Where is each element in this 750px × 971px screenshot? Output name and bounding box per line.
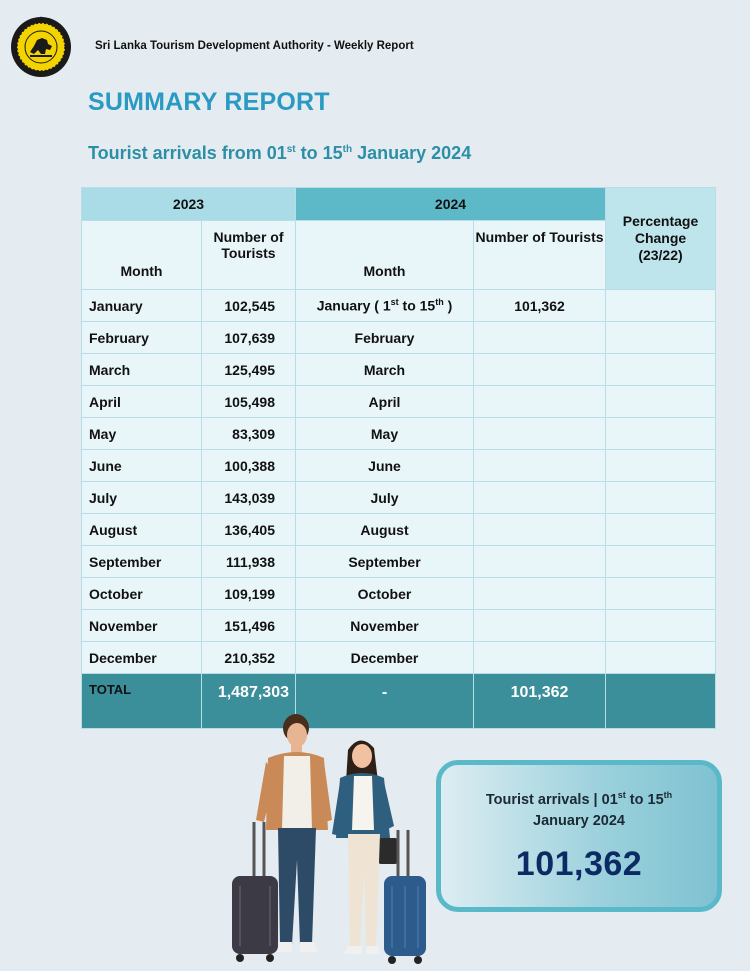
- month-header-2024: Month: [296, 221, 474, 290]
- pct-cell: [606, 610, 716, 642]
- card-title-line-1: [441, 790, 717, 808]
- organization-name: Sri Lanka Tourism Development Authority - Weekly Report: [95, 40, 414, 52]
- pct-cell: [606, 546, 716, 578]
- month-cell: March: [82, 354, 202, 386]
- month-cell: December: [82, 642, 202, 674]
- tourists-2023-cell: 100,388: [202, 450, 296, 482]
- month-cell: July: [82, 482, 202, 514]
- page-title: SUMMARY REPORT: [88, 88, 330, 116]
- card-sup-st: st: [617, 790, 626, 800]
- sltda-emblem-icon: [10, 16, 72, 78]
- card-sup-th: th: [663, 790, 673, 800]
- pct-cell: [606, 418, 716, 450]
- pct-cell: [606, 354, 716, 386]
- pct-cell: [606, 642, 716, 674]
- jan-range-sup-st: st: [390, 297, 399, 308]
- jan-range-sup-th: th: [435, 297, 444, 308]
- card-total-value: 101,362: [515, 845, 643, 883]
- month-cell: April: [82, 386, 202, 418]
- tourists-2024-cell: [474, 322, 606, 354]
- month-2024-name: January: [316, 297, 371, 314]
- pct-cell: [606, 450, 716, 482]
- table-row: [82, 546, 716, 578]
- table-row: [82, 610, 716, 642]
- tourists-2023-cell: 107,639: [202, 322, 296, 354]
- table-row: [82, 290, 716, 322]
- suitcase-left: [232, 822, 278, 962]
- page-subtitle: [88, 143, 471, 164]
- table-row: [82, 354, 716, 386]
- pct-header-line: Change: [634, 230, 687, 246]
- pct-cell: [606, 290, 716, 322]
- tourists-2024-cell: [474, 514, 606, 546]
- tourists-2023-cell: 125,495: [202, 354, 296, 386]
- month-2024-cell: June: [296, 450, 474, 482]
- month-cell: January: [82, 290, 202, 322]
- month-cell: February: [82, 322, 202, 354]
- arrivals-table: [81, 187, 716, 729]
- month-cell: June: [82, 450, 202, 482]
- table-row: [82, 578, 716, 610]
- travelers-illustration: [220, 710, 435, 970]
- month-2024-cell: September: [296, 546, 474, 578]
- subtitle-sup-st: st: [286, 144, 296, 155]
- percentage-change-header: [606, 188, 716, 290]
- total-2023-cell: 1,487,303: [202, 674, 296, 729]
- month-header-2023: Month: [82, 221, 202, 290]
- total-label: TOTAL: [82, 674, 202, 729]
- tourists-2023-cell: 136,405: [202, 514, 296, 546]
- tourists-2024-cell: [474, 354, 606, 386]
- table-row: [82, 450, 716, 482]
- subtitle-prefix: Tourist arrivals from 01: [88, 143, 287, 163]
- year-2023-header: 2023: [82, 188, 296, 221]
- tourists-header-2024: Number of Tourists: [474, 221, 606, 290]
- tourists-2023-cell: 102,545: [202, 290, 296, 322]
- tourists-2024-cell: [474, 418, 606, 450]
- jan-range-close: ): [443, 297, 453, 314]
- month-2024-cell: July: [296, 482, 474, 514]
- month-2024-cell: May: [296, 418, 474, 450]
- tourists-2024-cell: [474, 546, 606, 578]
- table-row: [82, 418, 716, 450]
- table-row: [82, 642, 716, 674]
- jan-range-mid: to 15: [398, 297, 436, 314]
- tourists-2024-cell: [474, 578, 606, 610]
- tourists-2023-cell: 143,039: [202, 482, 296, 514]
- subtitle-sup-th: th: [342, 144, 353, 155]
- tourists-2023-cell: 109,199: [202, 578, 296, 610]
- month-2024-cell: March: [296, 354, 474, 386]
- tourists-2024-cell: [474, 386, 606, 418]
- year-2024-header: 2024: [296, 188, 606, 221]
- tourists-2024-cell: [474, 642, 606, 674]
- tourists-2023-cell: 210,352: [202, 642, 296, 674]
- pct-cell: [606, 482, 716, 514]
- card-title-prefix: Tourist arrivals | 01: [485, 791, 618, 808]
- pct-cell: [606, 578, 716, 610]
- subtitle-suffix: January 2024: [352, 143, 472, 163]
- tourists-2024-cell: [474, 450, 606, 482]
- month-2024-cell: November: [296, 610, 474, 642]
- month-2024-cell: August: [296, 514, 474, 546]
- month-2024-cell: February: [296, 322, 474, 354]
- tourists-2023-cell: 111,938: [202, 546, 296, 578]
- month-cell: October: [82, 578, 202, 610]
- tourists-header-2023: Number of Tourists: [202, 221, 296, 290]
- total-2024-cell: 101,362: [474, 674, 606, 729]
- table-row: [82, 322, 716, 354]
- month-cell: November: [82, 610, 202, 642]
- pct-cell: [606, 514, 716, 546]
- jan-range-open: ( 1: [370, 297, 391, 314]
- table-row: [82, 514, 716, 546]
- pct-header-line: Percentage: [622, 213, 699, 229]
- card-title-line-2: January 2024: [533, 813, 625, 829]
- card-title-mid: to 15: [625, 791, 664, 808]
- month-2024-cell: April: [296, 386, 474, 418]
- month-2024-cell: October: [296, 578, 474, 610]
- month-cell: May: [82, 418, 202, 450]
- total-month-2024-cell: -: [296, 674, 474, 729]
- arrivals-summary-card: [436, 760, 722, 912]
- tourists-2023-cell: 105,498: [202, 386, 296, 418]
- tourists-2024-cell: 101,362: [474, 290, 606, 322]
- table-row: [82, 386, 716, 418]
- pct-cell: [606, 386, 716, 418]
- month-2024-cell: [296, 290, 474, 322]
- subtitle-mid: to 15: [295, 143, 343, 163]
- pct-header-line: (23/22): [638, 247, 683, 263]
- month-2024-cell: December: [296, 642, 474, 674]
- tourists-2023-cell: 83,309: [202, 418, 296, 450]
- total-pct-cell: [606, 674, 716, 729]
- pct-cell: [606, 322, 716, 354]
- tourists-2024-cell: [474, 610, 606, 642]
- month-cell: August: [82, 514, 202, 546]
- month-cell: September: [82, 546, 202, 578]
- table-row: [82, 482, 716, 514]
- tourists-2023-cell: 151,496: [202, 610, 296, 642]
- tourists-2024-cell: [474, 482, 606, 514]
